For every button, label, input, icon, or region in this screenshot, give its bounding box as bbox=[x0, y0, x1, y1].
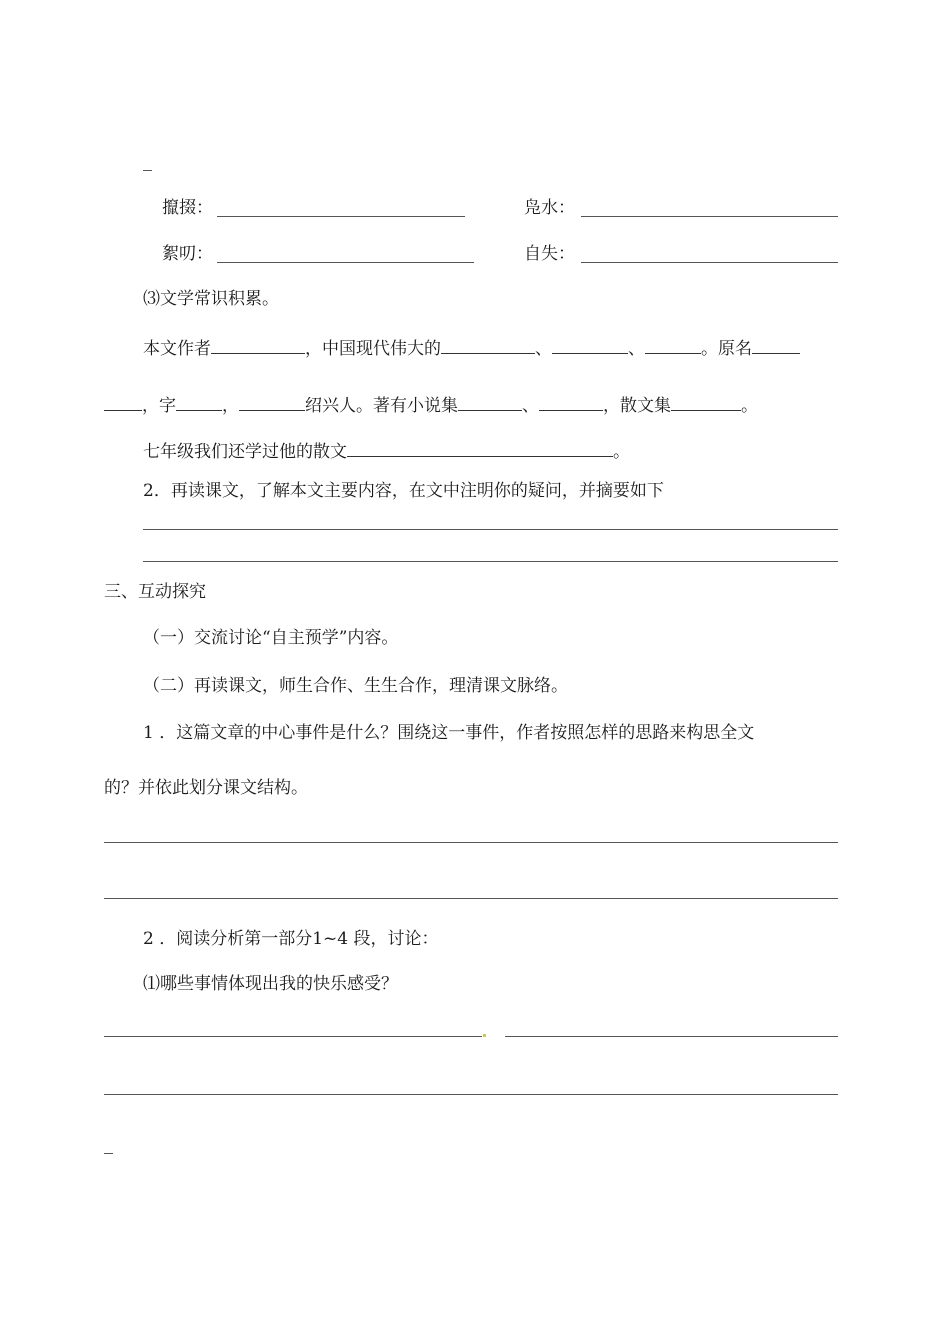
lit-text: 。 bbox=[741, 396, 758, 416]
blank-original-name-cont[interactable] bbox=[104, 394, 142, 411]
blank-original-name[interactable] bbox=[752, 337, 800, 354]
vocab-item-4 bbox=[524, 243, 575, 265]
subsection-2: （二）再读课文，师生合作、生生合作，理清课文脉络。 bbox=[143, 676, 568, 696]
answer-line[interactable] bbox=[143, 561, 838, 562]
lit-text: 本文作者 bbox=[143, 339, 211, 359]
lit-text: ，中国现代伟大的 bbox=[305, 339, 441, 359]
vocab-item-1 bbox=[162, 197, 213, 219]
section-title: 三、互动探究 bbox=[104, 582, 206, 602]
answer-line[interactable] bbox=[104, 842, 838, 843]
literature-heading: ⑶文学常识积累。 bbox=[143, 289, 279, 309]
lit-text: 七年级我们还学过他的散文 bbox=[143, 442, 347, 462]
answer-line[interactable] bbox=[143, 529, 838, 530]
blank-essay-collection[interactable] bbox=[671, 394, 741, 411]
lit-text: 、 bbox=[522, 396, 539, 416]
vocab-blank-2[interactable] bbox=[581, 216, 838, 217]
bottom-mark bbox=[104, 1153, 113, 1154]
blank-role-2[interactable] bbox=[552, 337, 628, 354]
answer-line[interactable] bbox=[104, 1094, 838, 1095]
blank-role-1[interactable] bbox=[441, 337, 535, 354]
literature-line-3 bbox=[143, 440, 630, 463]
vocab-blank-1[interactable] bbox=[217, 216, 465, 217]
blank-author[interactable] bbox=[211, 337, 305, 354]
lit-text: 、 bbox=[535, 339, 552, 359]
blank-province[interactable] bbox=[239, 394, 305, 411]
answer-line[interactable] bbox=[104, 1036, 482, 1037]
answer-line[interactable] bbox=[104, 898, 838, 899]
blank-courtesy-name[interactable] bbox=[176, 394, 222, 411]
speck bbox=[483, 1034, 486, 1037]
subsection-1: （一）交流讨论“自主预学”内容。 bbox=[143, 628, 399, 648]
vocab-label-4: 自失： bbox=[524, 244, 575, 264]
lit-text: 绍兴人。著有小说集 bbox=[305, 396, 458, 416]
lit-text: 。 bbox=[613, 442, 630, 462]
literature-line-2 bbox=[104, 394, 758, 417]
lit-text: 、 bbox=[628, 339, 645, 359]
vocab-item-2 bbox=[524, 197, 575, 219]
blank-novel-2[interactable] bbox=[539, 394, 603, 411]
question-2: 2 ．阅读分析第一部分1~4 段，讨论： bbox=[143, 929, 439, 949]
literature-line-1 bbox=[143, 337, 800, 360]
blank-novel-1[interactable] bbox=[458, 394, 522, 411]
vocab-blank-4[interactable] bbox=[581, 262, 838, 263]
vocab-label-1: 攛掇： bbox=[162, 198, 213, 218]
question-1-line-1: 1 ．这篇文章的中心事件是什么？围绕这一事件，作者按照怎样的思路来构思全文 bbox=[143, 723, 755, 743]
lit-text: ， bbox=[222, 396, 239, 416]
question-1-line-2: 的？并依此划分课文结构。 bbox=[104, 778, 308, 798]
answer-line[interactable] bbox=[505, 1036, 838, 1037]
reread-question: 2．再读课文，了解本文主要内容，在文中注明你的疑问，并摘要如下 bbox=[143, 481, 664, 501]
question-2-sub-1: ⑴哪些事情体现出我的快乐感受？ bbox=[143, 974, 398, 994]
blank-essay-title[interactable] bbox=[347, 440, 613, 457]
top-mark bbox=[143, 170, 152, 171]
vocab-blank-3[interactable] bbox=[217, 262, 474, 263]
vocab-item-3 bbox=[162, 243, 213, 265]
lit-text: ，字 bbox=[142, 396, 176, 416]
vocab-label-3: 絮叨： bbox=[162, 244, 213, 264]
vocab-label-2: 凫水： bbox=[524, 198, 575, 218]
blank-role-3[interactable] bbox=[645, 337, 701, 354]
lit-text: ，散文集 bbox=[603, 396, 671, 416]
lit-text: 。原名 bbox=[701, 339, 752, 359]
